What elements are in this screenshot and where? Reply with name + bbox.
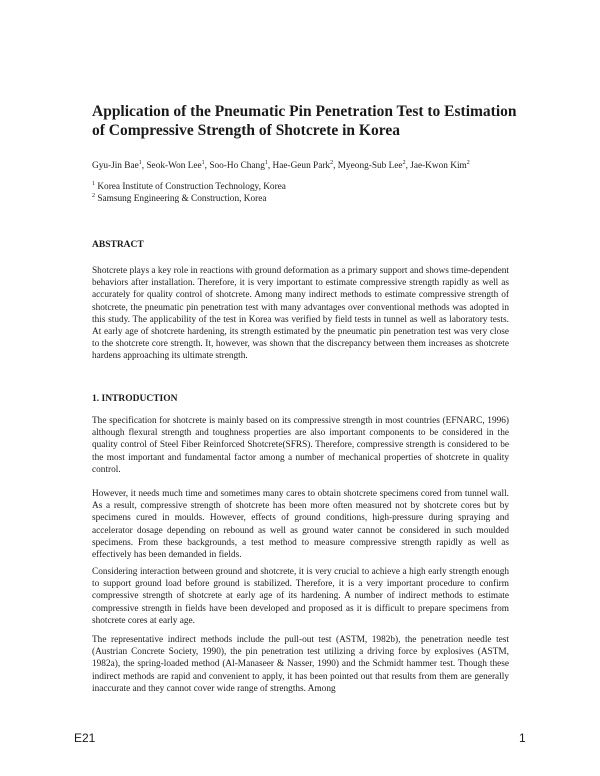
affiliation — [92, 182, 522, 193]
author-affiliation-mark: 2 — [402, 159, 406, 166]
abstract-heading: ABSTRACT — [92, 240, 144, 250]
author-name: Hae-Geun Park — [272, 161, 331, 171]
body-paragraph: However, it needs much time and sometimes many cares to obtain shotcrete specimens cored from tunnel wall. As a result, compressive strength of shotcrete has been more often measured not by shotcrete cores but by specimens cured in moulds. However, effects of ground conditions, high-pressure during spraying and accelerator dosage depending on rebound as well as ground water cannot be considered in such moulded specimens. From these backgrounds, a test method to measure compressive strength rapidly as well as effectively has been demanded in fields. — [92, 489, 509, 561]
author-list: Gyu-Jin Bae$^1$, Seok-Won Lee$^1$, Soo-Ho Chang$^1$, Hae-Geun Park$^2$, Myeong-Sub Lee$^2$, Jae-Kwon Kim$^2$ — [92, 159, 470, 171]
author-affiliation-mark: 1 — [138, 159, 142, 166]
footer-code: E21 — [74, 731, 96, 745]
body-paragraph: The representative indirect methods include the pull-out test (ASTM, 1982b), the penetration needle test (Austrian Concrete Society, 1990), the pin penetration test utilizing a driving force by explosives (ASTM, 1982a), the spring-loaded method (Al-Manaseer & Nasser, 1990) and the Schmidt hammer test. Though these indirect methods are rapid and convenient to apply, it has been pointed out that results from them are generally inaccurate and they cannot cover wide range of strengths. Among — [92, 635, 509, 694]
abstract-text: Shotcrete plays a key role in reactions with ground deformation as a primary support and shows time-dependent behaviors after installation. Therefore, it is very important to estimate compressive strength rapidly as well as accurately for quality control of shotcrete. Among many indirect methods to estimate compressive strength of shotcrete, the pneumatic pin penetration test with many advantages over conventional methods was adopted in this study. The applicability of the test in Korea was verified by field tests in tunnel as well as laboratory tests. At early age of shotcrete hardening, its strength estimated by the pneumatic pin penetration test was very close to the shotcrete core strength. It, however, was shown that the discrepancy between them increases as shotcrete hardens approaching its ultimate strength. — [92, 266, 509, 362]
author-affiliation-mark: 2 — [330, 159, 334, 166]
affiliation-mark: 1 — [92, 180, 95, 187]
affiliation-text: Samsung Engineering & Construction, Korea — [97, 194, 267, 204]
author-affiliation-mark: 1 — [201, 159, 205, 166]
author-name: Myeong-Sub Lee — [337, 161, 403, 171]
body-paragraph: Considering interaction between ground and shotcrete, it is very crucial to achieve a high early strength enough to support ground load before ground is stabilized. Therefore, it is a very important procedure to confirm compressive strength of shotcrete at early age of its hardening. A number of indirect methods to estimate compressive strength in fields have been developed and proposed as it is difficult to prepare specimens from shotcrete cores at early age. — [92, 567, 509, 626]
author-name: Soo-Ho Chang — [209, 161, 265, 171]
author-affiliation-mark: 1 — [264, 159, 268, 166]
section-heading-introduction: 1. INTRODUCTION — [92, 394, 178, 404]
author-name: Gyu-Jin Bae — [92, 161, 139, 171]
author-name: Seok-Won Lee — [146, 161, 202, 171]
paper-title: Application of the Pneumatic Pin Penetration Test to Estimation of Compressive Strength of Shotcrete in Korea — [92, 103, 517, 139]
body-paragraph: The specification for shotcrete is mainly based on its compressive strength in most countries (EFNARC, 1996) although flexural strength and toughness properties are also important components to be considered in the quality control of Steel Fiber Reinforced Shotcrete(SFRS). Therefore, compressive strength is considered to be the most important and fundamental factor among a number of mechanical properties of shotcrete in quality control. — [92, 416, 509, 475]
author-name: Jae-Kwon Kim — [410, 161, 467, 171]
page-number: 1 — [519, 731, 526, 745]
affiliation-mark: 2 — [92, 192, 95, 199]
affiliation-text: Korea Institute of Construction Technology, Korea — [97, 182, 286, 192]
affiliation — [92, 194, 522, 205]
author-affiliation-mark: 2 — [466, 159, 470, 166]
